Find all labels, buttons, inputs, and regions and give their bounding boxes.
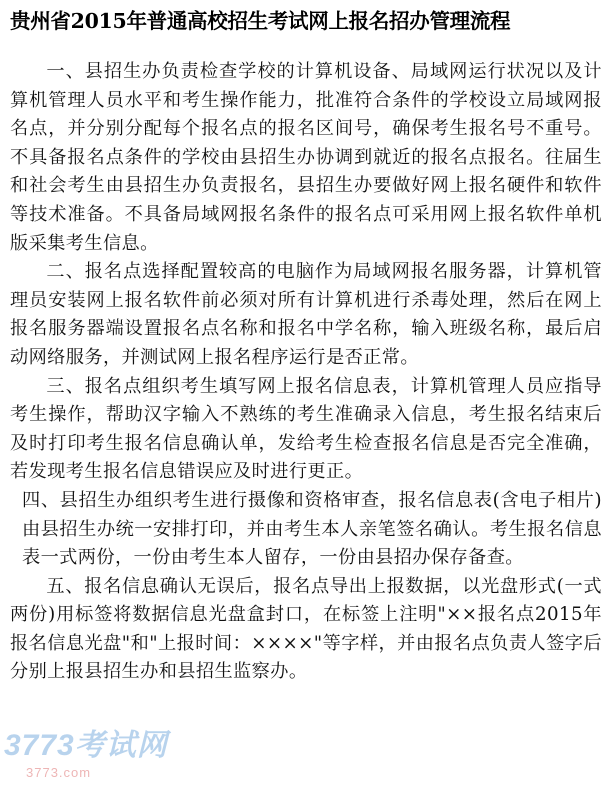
paragraph-5: 五、报名信息确认无误后，报名点导出上报数据，以光盘形式(一式两份)用标签将数据信息光盘盒封口，在标签上注明"××报名点2015年报名信息光盘"和"上报时间：××××"等字样，并由报名点负责人签字后分别上报县招生办和县招生监察办。: [10, 575, 602, 683]
paragraph-3: 三、报名点组织考生填写网上报名信息表，计算机管理人员应指导考生操作，帮助汉字输入不熟练的考生准确录入信息，考生报名结束后及时打印考生报名信息确认单，发给考生检查报名信息是否完全准确，若发现考生报名信息错误应及时进行更正。: [10, 375, 602, 483]
watermark-url: 3773.com: [26, 765, 92, 780]
paragraph-1: 一、县招生办负责检查学校的计算机设备、局域网运行状况以及计算机管理人员水平和考生操作能力，批准符合条件的学校设立局域网报名点，并分别分配每个报名点的报名区间号，确保考生报名号不重号。不具备报名点条件的学校由县招生办协调到就近的报名点报名。往届生和社会考生由县招生办负责报名，县招生办要做好网上报名硬件和软件等技术准备。不具备局域网报名条件的报名点可采用网上报名软件单机版采集考生信息。: [10, 61, 602, 254]
paragraph-4: 四、县招生办组织考生进行摄像和资格审查，报名信息表(含电子相片)由县招生办统一安排打印，并由考生本人亲笔签名确认。考生报名信息表一式两份，一份由考生本人留存，一份由县招办保存备查。: [22, 489, 602, 569]
document-title: 贵州省2015年普通高校招生考试网上报名招办管理流程: [10, 9, 511, 33]
paragraph-2: 二、报名点选择配置较高的电脑作为局域网报名服务器，计算机管理员安装网上报名软件前必须对所有计算机进行杀毒处理，然后在网上报名服务器端设置报名点名称和报名中学名称，输入班级名称，最后启动网络服务，并测试网上报名程序运行是否正常。: [10, 261, 602, 368]
watermark-brand: 3773考试网: [4, 729, 168, 762]
